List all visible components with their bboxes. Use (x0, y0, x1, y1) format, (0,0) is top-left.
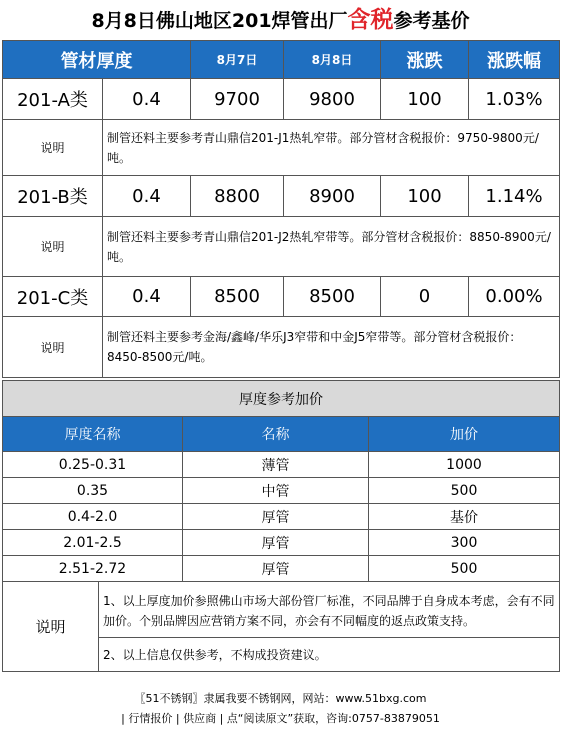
row-add: 300 (369, 530, 560, 556)
row-pct: 1.03% (469, 79, 560, 120)
title-suffix: 参考基价 (393, 10, 470, 32)
row-range: 0.4-2.0 (3, 504, 183, 530)
price-header-row (3, 41, 560, 79)
note-label: 说明 (3, 120, 103, 176)
note-text: 制管还料主要参考青山鼎信201-J1热轧窄带。部分管材含税报价：9750-9800元/吨。 (103, 120, 560, 176)
note-row (3, 317, 560, 378)
note-row (3, 582, 560, 638)
note-text-2: 2、以上信息仅供参考，不构成投资建议。 (99, 638, 560, 672)
row-aug7: 9700 (191, 79, 284, 120)
footer-line-1: 〖51不锈钢〗隶属我要不锈钢网，网站：www.51bxg.com (134, 692, 427, 705)
row-add: 500 (369, 556, 560, 582)
header-name: 名称 (183, 417, 369, 452)
row-add: 基价 (369, 504, 560, 530)
footer-line-2: | 行情报价 | 供应商 | 点“阅读原文”获取，咨询:0757-83879051 (121, 712, 440, 725)
header-change: 涨跌 (381, 41, 469, 79)
table-row (3, 176, 560, 217)
title-prefix: 8月8日佛山地区201焊管出厂 (91, 10, 348, 32)
price-table (2, 40, 560, 378)
row-thickness: 0.4 (103, 277, 191, 317)
table-row (3, 452, 560, 478)
row-pct: 1.14% (469, 176, 560, 217)
header-range: 厚度名称 (3, 417, 183, 452)
row-aug8: 8900 (284, 176, 381, 217)
row-name: 厚管 (183, 530, 369, 556)
header-add: 加价 (369, 417, 560, 452)
note-label: 说明 (3, 317, 103, 378)
table-row (3, 504, 560, 530)
thickness-header-row (3, 417, 560, 452)
row-type: 201-C类 (3, 277, 103, 317)
section-title: 厚度参考加价 (3, 381, 560, 417)
table-row (3, 556, 560, 582)
thickness-table (2, 380, 560, 672)
note-label: 说明 (3, 217, 103, 277)
row-range: 2.51-2.72 (3, 556, 183, 582)
header-pct: 涨跌幅 (469, 41, 560, 79)
row-type: 201-A类 (3, 79, 103, 120)
section-title-row (3, 381, 560, 417)
header-aug7: 8月7日 (191, 41, 284, 79)
row-change: 0 (381, 277, 469, 317)
note-label: 说明 (3, 582, 99, 672)
row-pct: 0.00% (469, 277, 560, 317)
table-row (3, 277, 560, 317)
row-range: 2.01-2.5 (3, 530, 183, 556)
row-name: 薄管 (183, 452, 369, 478)
row-add: 1000 (369, 452, 560, 478)
row-type: 201-B类 (3, 176, 103, 217)
row-range: 0.35 (3, 478, 183, 504)
row-change: 100 (381, 176, 469, 217)
row-add: 500 (369, 478, 560, 504)
note-text: 制管还料主要参考青山鼎信201-J2热轧窄带等。部分管材含税报价：8850-8900元/吨。 (103, 217, 560, 277)
row-aug7: 8800 (191, 176, 284, 217)
header-thickness: 管材厚度 (3, 41, 191, 79)
header-aug8: 8月8日 (284, 41, 381, 79)
note-text-1: 1、以上厚度加价参照佛山市场大部份管厂标准，不同品牌于自身成本考虑，会有不同加价。个别品牌因应营销方案不同，亦会有不同幅度的返点政策支持。 (99, 582, 560, 638)
row-name: 厚管 (183, 504, 369, 530)
row-range: 0.25-0.31 (3, 452, 183, 478)
note-text: 制管还料主要参考金海/鑫峰/华乐J3窄带和中金J5窄带等。部分管材含税报价：8450-8500元/吨。 (103, 317, 560, 378)
table-row (3, 79, 560, 120)
note-row (3, 120, 560, 176)
table-row (3, 478, 560, 504)
row-change: 100 (381, 79, 469, 120)
note-row (3, 217, 560, 277)
table-row (3, 530, 560, 556)
page-title (0, 0, 561, 40)
row-thickness: 0.4 (103, 79, 191, 120)
row-name: 中管 (183, 478, 369, 504)
title-highlight: 含税 (347, 7, 394, 33)
row-thickness: 0.4 (103, 176, 191, 217)
row-aug8: 9800 (284, 79, 381, 120)
row-aug8: 8500 (284, 277, 381, 317)
row-aug7: 8500 (191, 277, 284, 317)
row-name: 厚管 (183, 556, 369, 582)
